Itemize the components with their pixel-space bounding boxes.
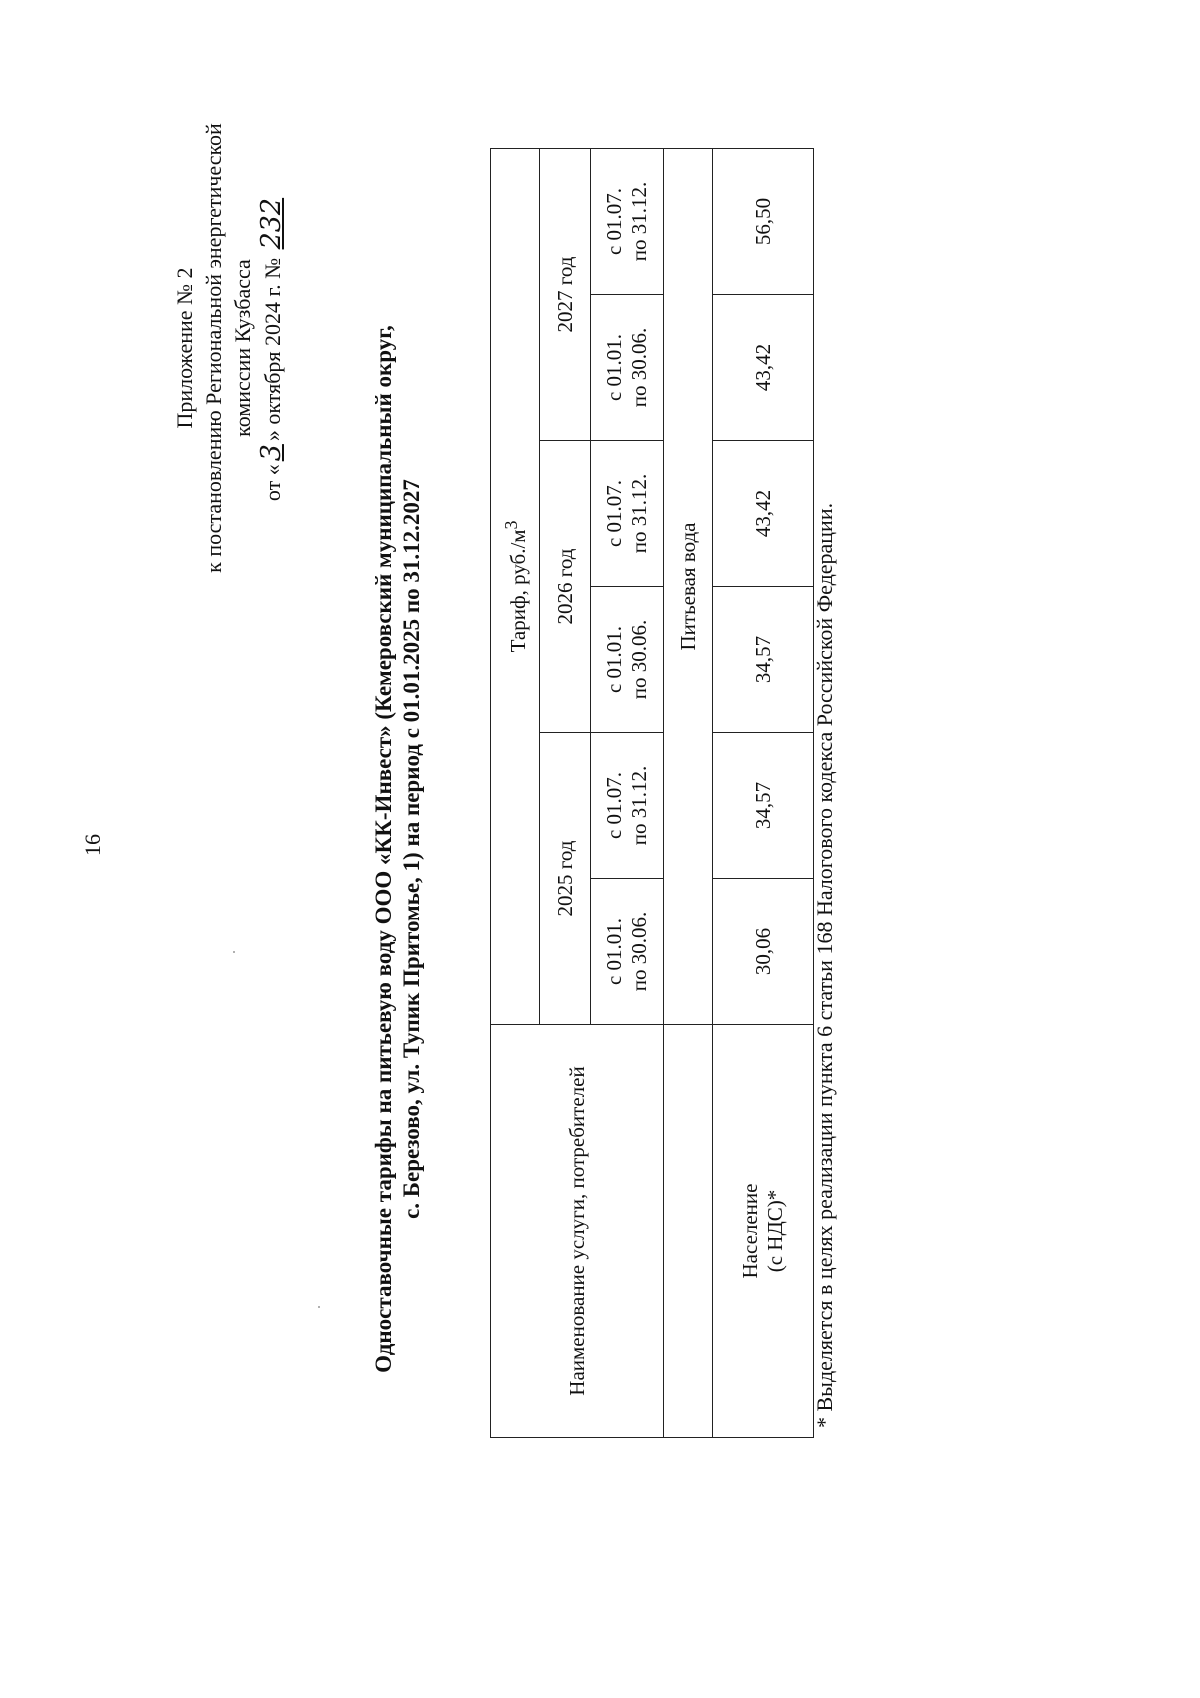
period-header [591,587,664,733]
tariff-value: 43,42 [713,441,814,587]
year-2027-header: 2027 год [540,149,591,441]
period-from: с 01.07. [602,479,626,548]
appendix-label: Приложение № 2 [172,267,197,429]
date-prefix: от « [260,464,285,502]
appendix-header [170,68,287,628]
year-2026-header: 2026 год [540,441,591,733]
tariff-value: 30,06 [713,879,814,1025]
period-from: с 01.07. [602,771,626,840]
tariff-unit-header [491,149,540,1025]
scan-speck [233,951,235,953]
tariff-value: 34,57 [713,733,814,879]
section-label: Питьевая вода [664,149,713,1025]
section-row [664,149,713,1438]
year-2025-header: 2025 год [540,733,591,1025]
tariff-unit-text: Тариф, руб./м [506,529,530,653]
section-empty-cell [664,1025,713,1438]
footnote: * Выделяется в целях реализации пункта 6 статьи 168 Налогового кодекса Российской Федерации. [812,502,837,1428]
date-middle: » октября 2024 г. № [260,257,285,442]
tariff-table [490,148,814,1438]
period-header [591,295,664,441]
handwritten-number: 232 [256,197,287,250]
table-row [713,149,814,1438]
tariff-value: 34,57 [713,587,814,733]
appendix-reference: к постановлению Региональной энергетической [201,123,226,573]
period-to: по 30.06. [627,327,651,408]
appendix-commission: комиссии Кузбасса [230,259,255,437]
table-header-row [491,149,540,1438]
page-number: 16 [80,834,105,856]
title-line-1: Одноставочные тарифы на питьевую воду ООО «КК-Инвест» (Кемеровский муниципальный округ, [371,325,396,1373]
handwritten-day: 3 [256,444,287,462]
period-to: по 30.06. [627,619,651,700]
period-from: с 01.01. [602,917,626,986]
tariff-value: 43,42 [713,295,814,441]
period-header [591,879,664,1025]
scan-speck [318,1306,320,1308]
consumer-name: Население [738,1183,762,1279]
tariff-unit-superscript: 3 [501,520,521,530]
appendix-date-line [257,68,287,628]
title-line-2: с. Березово, ул. Тупик Притомье, 1) на период с 01.01.2025 по 31.12.2027 [399,479,424,1219]
tariff-value: 56,50 [713,149,814,295]
period-header [591,441,664,587]
period-to: по 31.12. [627,181,651,262]
document-title [370,0,426,1698]
service-name-header: Наименование услуги, потребителей [491,1025,664,1438]
period-to: по 31.12. [627,765,651,846]
period-to: по 30.06. [627,911,651,992]
period-header [591,733,664,879]
period-from: с 01.01. [602,625,626,694]
consumer-name-cell [713,1025,814,1438]
period-to: по 31.12. [627,473,651,554]
period-header [591,149,664,295]
period-from: с 01.07. [602,187,626,256]
consumer-vat-note: (с НДС)* [763,1189,787,1273]
period-from: с 01.01. [602,333,626,402]
